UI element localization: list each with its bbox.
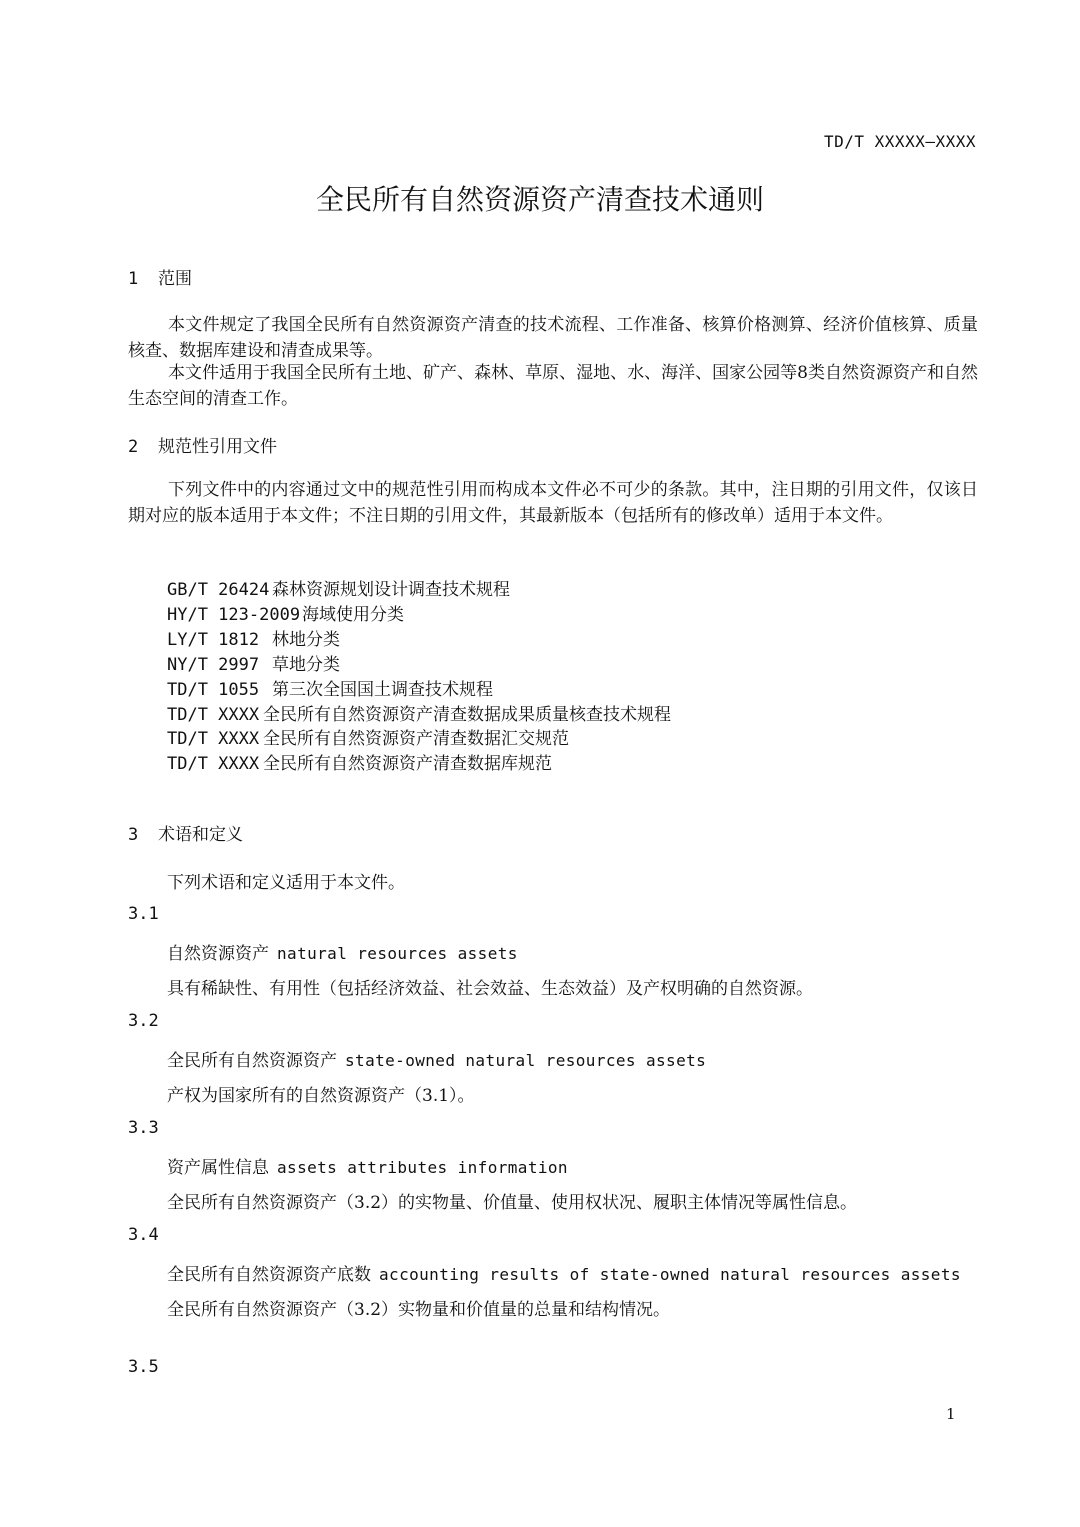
term-name xyxy=(167,939,518,964)
term-name xyxy=(167,1153,568,1178)
reference-code: TD/T XXXX xyxy=(167,729,260,749)
reference-title: 草地分类 xyxy=(272,655,340,675)
term-number: 3.5 xyxy=(128,1357,159,1377)
term-number: 3.4 xyxy=(128,1225,159,1245)
term-number: 3.2 xyxy=(128,1011,159,1031)
reference-title: 全民所有自然资源资产清查数据成果质量核查技术规程 xyxy=(263,705,671,725)
section-1-number: 1 xyxy=(128,269,139,289)
section-2-heading xyxy=(128,432,277,457)
term-name-en: accounting results of state-owned natural resources assets xyxy=(379,1265,961,1284)
term-definition: 具有稀缺性、有用性（包括经济效益、社会效益、生态效益）及产权明确的自然资源。 xyxy=(167,979,813,999)
reference-code: LY/T 1812 xyxy=(167,630,260,650)
reference-item xyxy=(167,600,404,625)
reference-item xyxy=(167,650,340,675)
reference-code: GB/T 26424 xyxy=(167,580,270,600)
term-name xyxy=(167,1260,961,1285)
reference-item xyxy=(167,724,569,749)
reference-code: NY/T 2997 xyxy=(167,655,260,675)
term-name-zh: 自然资源资产 xyxy=(167,944,269,964)
reference-item xyxy=(167,700,671,725)
reference-code: TD/T XXXX xyxy=(167,705,260,725)
section-1-heading xyxy=(128,264,192,289)
section-2-number: 2 xyxy=(128,437,139,457)
term-definition: 全民所有自然资源资产（3.2）的实物量、价值量、使用权状况、履职主体情况等属性信息。 xyxy=(167,1193,858,1213)
reference-title: 森林资源规划设计调查技术规程 xyxy=(272,580,510,600)
term-name-en: natural resources assets xyxy=(277,944,518,963)
section-3-intro: 下列术语和定义适用于本文件。 xyxy=(167,873,405,893)
document-title: 全民所有自然资源资产清查技术通则 xyxy=(315,183,764,216)
reference-title: 第三次全国国土调查技术规程 xyxy=(272,680,493,700)
reference-item xyxy=(167,625,340,650)
page-number: 1 xyxy=(946,1405,956,1423)
reference-item xyxy=(167,675,493,700)
term-definition: 全民所有自然资源资产（3.2）实物量和价值量的总量和结构情况。 xyxy=(167,1300,671,1320)
term-number: 3.1 xyxy=(128,904,159,924)
term-name-en: assets attributes information xyxy=(277,1158,568,1177)
reference-code: HY/T 123-2009 xyxy=(167,605,301,625)
reference-item xyxy=(167,575,510,600)
section-2-title: 规范性引用文件 xyxy=(158,437,277,457)
reference-title: 林地分类 xyxy=(272,630,340,650)
term-name-zh: 全民所有自然资源资产 xyxy=(167,1051,337,1071)
reference-title: 全民所有自然资源资产清查数据库规范 xyxy=(263,754,552,774)
term-number: 3.3 xyxy=(128,1118,159,1138)
term-definition: 产权为国家所有的自然资源资产（3.1）。 xyxy=(167,1086,475,1106)
standard-code: TD/T XXXXX—XXXX xyxy=(824,132,976,151)
section-3-title: 术语和定义 xyxy=(158,825,243,845)
term-name-en: state-owned natural resources assets xyxy=(345,1051,707,1070)
reference-code: TD/T XXXX xyxy=(167,754,260,774)
reference-item xyxy=(167,749,552,774)
reference-title: 海域使用分类 xyxy=(302,605,404,625)
reference-title: 全民所有自然资源资产清查数据汇交规范 xyxy=(263,729,569,749)
section-3-number: 3 xyxy=(128,825,139,845)
term-name-zh: 资产属性信息 xyxy=(167,1158,269,1178)
section-2-intro: 下列文件中的内容通过文中的规范性引用而构成本文件必不可少的条款。其中，注日期的引用文件，仅该日期对应的版本适用于本文件；不注日期的引用文件，其最新版本（包括所有的修改单）适用于本文件。 xyxy=(128,480,978,526)
reference-code: TD/T 1055 xyxy=(167,680,260,700)
section-3-heading xyxy=(128,820,243,845)
term-name xyxy=(167,1046,706,1071)
section-1-paragraph: 本文件规定了我国全民所有自然资源资产清查的技术流程、工作准备、核算价格测算、经济价值核算、质量核查、数据库建设和清查成果等。 xyxy=(128,315,978,361)
term-name-zh: 全民所有自然资源资产底数 xyxy=(167,1265,371,1285)
section-1-title: 范围 xyxy=(158,269,192,289)
section-1-paragraph: 本文件适用于我国全民所有土地、矿产、森林、草原、湿地、水、海洋、国家公园等8类自然资源资产和自然生态空间的清查工作。 xyxy=(128,363,978,409)
